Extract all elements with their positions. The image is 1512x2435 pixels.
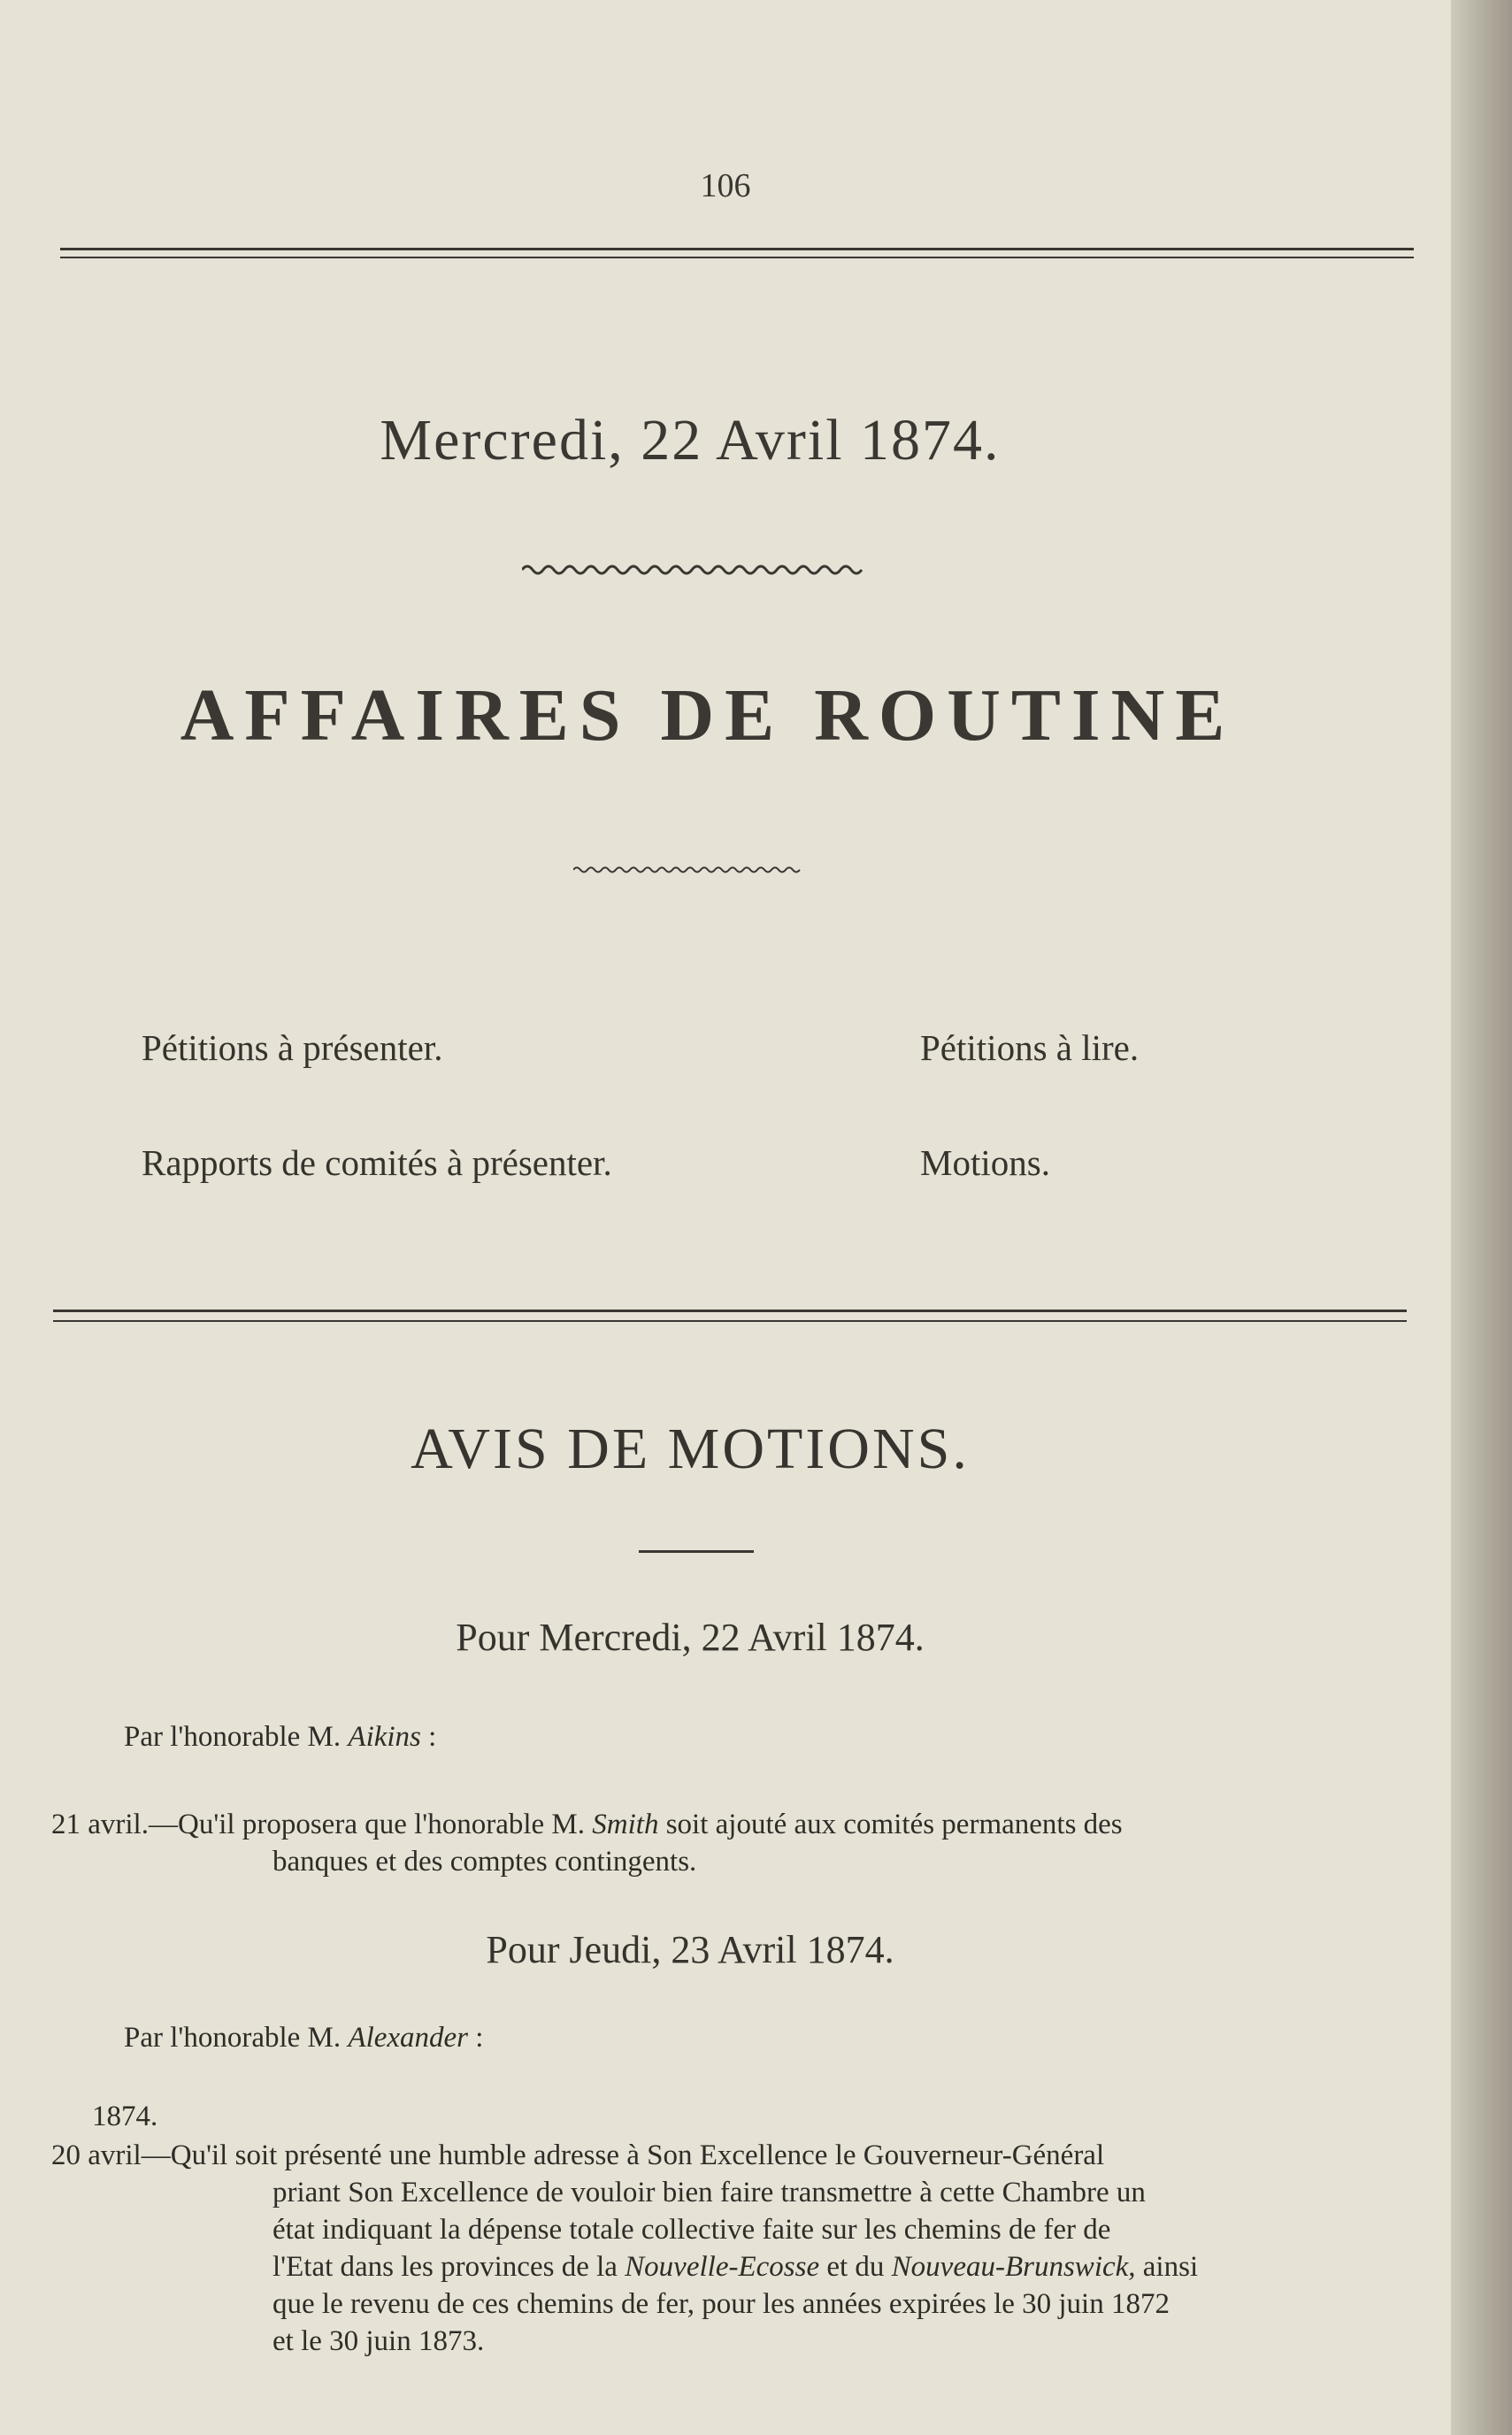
day1-by-suffix: :: [428, 1721, 437, 1753]
sitting-date-title: Mercredi, 22 Avril 1874.: [380, 408, 1001, 472]
day2-motion-line2: priant Son Excellence de vouloir bien faire transmettre à cette Chambre un: [272, 2177, 1146, 2208]
notices-of-motion-heading: AVIS DE MOTIONS.: [411, 1417, 970, 1481]
routine-item-motions: Motions.: [920, 1142, 1050, 1183]
mid-rule-thin: [53, 1320, 1407, 1322]
top-rule-thin: [60, 257, 1414, 258]
ornamental-wavy-rule-small: [573, 865, 805, 874]
day2-text-line4a: l'Etat dans les provinces de la: [272, 2251, 618, 2283]
day2-byline: [124, 2022, 483, 2055]
day1-member-smith: Smith: [592, 1809, 659, 1840]
day1-date: 21 avril.—: [51, 1809, 178, 1840]
day2-date: 20 avril—: [51, 2139, 171, 2171]
day2-motion-line3: état indiquant la dépense totale collective faite sur les chemins de fer de: [272, 2214, 1111, 2246]
day2-motion-line4: [272, 2247, 1198, 2286]
day2-year: 1874.: [92, 2101, 158, 2132]
routine-item-committee-reports: Rapports de comités à présenter.: [142, 1142, 612, 1183]
routine-item-petitions-present: Pétitions à présenter.: [142, 1027, 443, 1068]
day2-motion-line5: que le revenu de ces chemins de fer, pour les années expirées le 30 juin 1872: [272, 2288, 1170, 2320]
page-number: 106: [700, 167, 751, 204]
day2-motion-line6: et le 30 juin 1873.: [272, 2325, 485, 2357]
day1-text-b: soit ajouté aux comités permanents des: [665, 1809, 1123, 1840]
top-rule-thick: [60, 248, 1414, 250]
day2-motion-line1: [51, 2136, 1104, 2175]
day1-by-prefix: Par l'honorable M.: [124, 1721, 342, 1753]
routine-business-heading: AFFAIRES DE ROUTINE: [180, 674, 1236, 757]
day2-by-prefix: Par l'honorable M.: [124, 2022, 342, 2054]
day2-by-suffix: :: [475, 2022, 484, 2054]
day1-motion-line1: [51, 1805, 1123, 1844]
ornamental-wavy-rule: [522, 563, 867, 577]
short-rule: [639, 1550, 754, 1553]
book-spine-shadow: [1451, 0, 1512, 2435]
day2-text-line4c: ainsi: [1142, 2251, 1199, 2283]
day2-heading: Pour Jeudi, 23 Avril 1874.: [486, 1928, 894, 1971]
routine-item-petitions-read: Pétitions à lire.: [920, 1027, 1140, 1068]
day2-text-line1: Qu'il soit présenté une humble adresse à Son Excellence le Gouverneur-Général: [170, 2139, 1105, 2171]
day2-text-line4b: et du: [826, 2251, 885, 2283]
day1-text-a: Qu'il proposera que l'honorable M.: [177, 1809, 586, 1840]
day2-place-new-brunswick: Nouveau-Brunswick,: [891, 2251, 1136, 2283]
day1-heading: Pour Mercredi, 22 Avril 1874.: [456, 1616, 925, 1659]
day1-member-name: Aikins: [348, 1721, 421, 1753]
day1-motion-line2: banques et des comptes contingents.: [272, 1846, 697, 1878]
day2-place-nova-scotia: Nouvelle-Ecosse: [625, 2251, 820, 2283]
day1-byline: [124, 1721, 436, 1754]
day2-member-name: Alexander: [348, 2022, 469, 2054]
mid-rule-thick: [53, 1310, 1407, 1312]
